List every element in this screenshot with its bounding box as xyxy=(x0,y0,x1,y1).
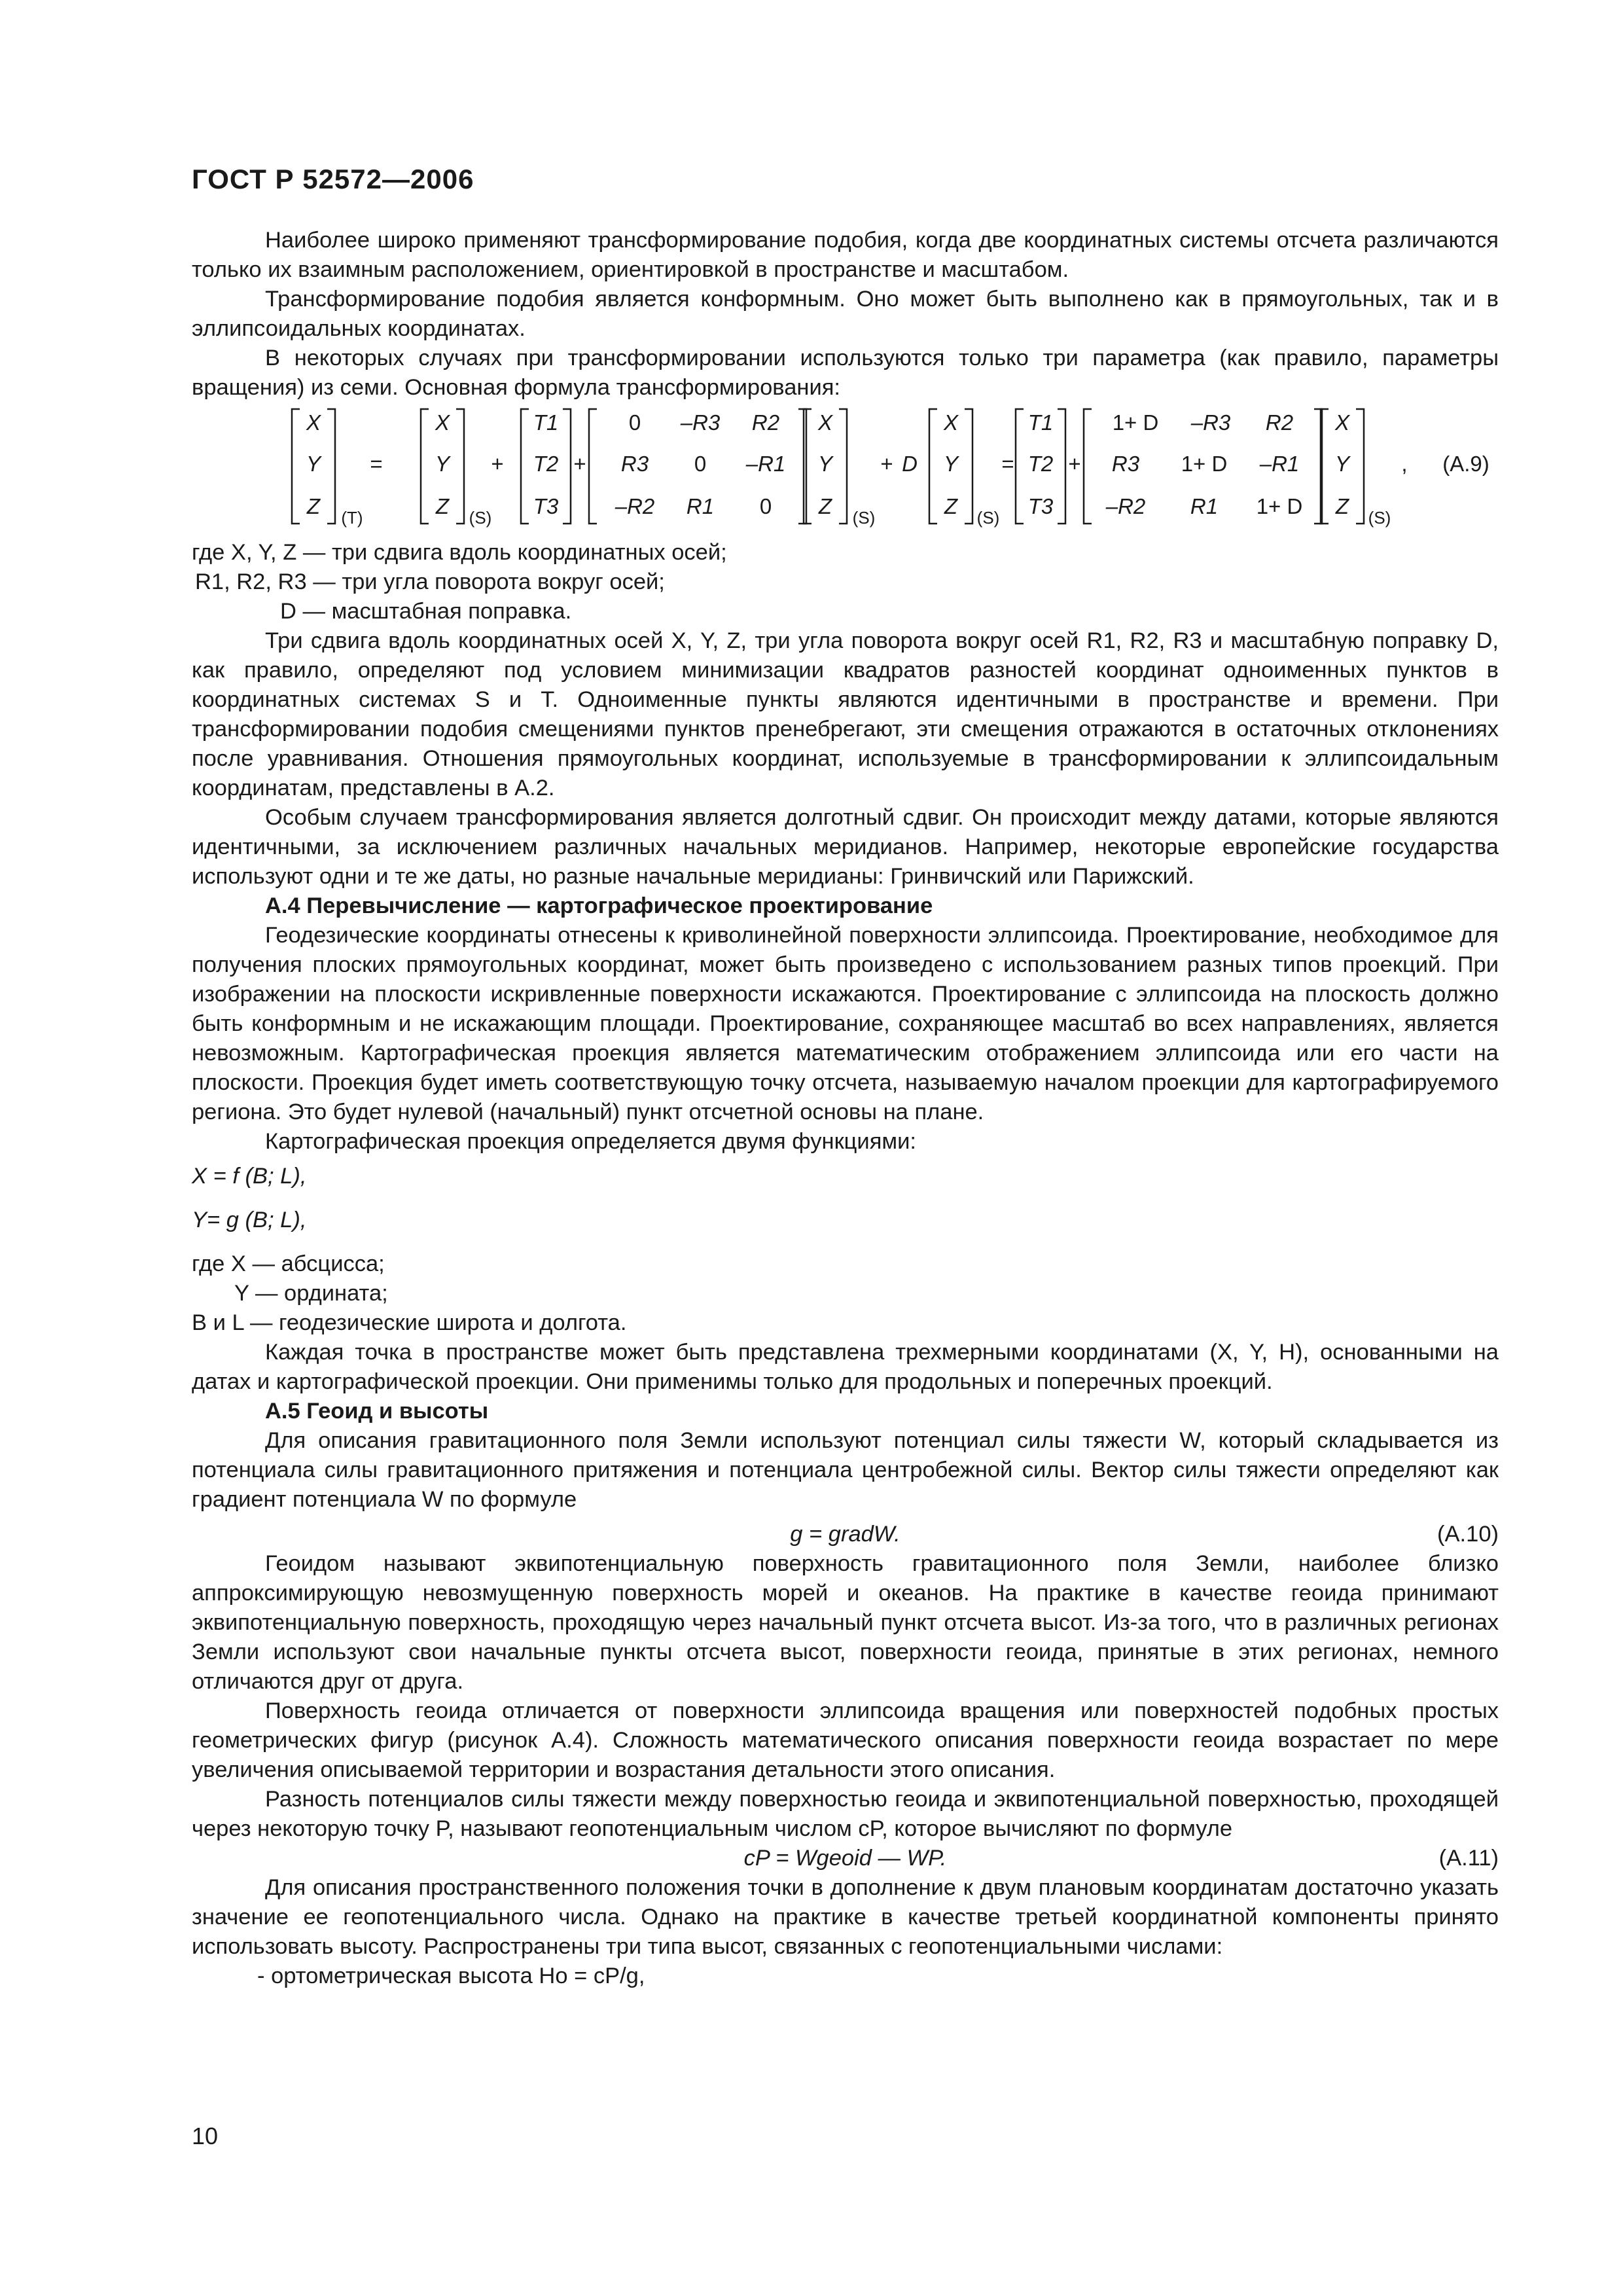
paragraph-2: Трансформирование подобия является конформным. Оно может быть выполнено как в прямоугольных, так и в эллипсоидальных координатах. xyxy=(192,287,1499,341)
eq-plus-3: + xyxy=(880,452,893,476)
equation-a10-number: (А.10) xyxy=(1437,1522,1499,1547)
eq-rot-31: –R2 xyxy=(615,494,655,518)
eq-rotd-33: 1+ D xyxy=(1256,494,1303,518)
function-y: Y= g (B; L), xyxy=(192,1208,307,1232)
eq-rotd-13: R2 xyxy=(1265,410,1294,435)
function-x: X = f (B; L), xyxy=(192,1164,307,1189)
document-header: ГОСТ Р 52572—2006 xyxy=(192,164,474,194)
paragraph-3: В некоторых случаях при трансформировании используются только три параметра (как правило, параметры вращения) из семи. Основная формула трансформирования: xyxy=(192,346,1499,400)
paragraph-1: Наиболее широко применяют трансформирование подобия, когда две координатных системы отсчета различаются только их взаимным расположением, ориентировкой в пространстве и масштабом. xyxy=(192,228,1499,282)
paragraph-13: Для описания пространственного положения точки в дополнение к двум плановым координатам достаточно указать значение ее геопотенциального числа. Однако на практике в качестве третьей координатной компоненты принято использовать высоту. Распространены три типа высот, связанных с геопотенциальными числами: xyxy=(192,1875,1499,1959)
eq-rot-13: R2 xyxy=(751,410,780,435)
eq-t3: T3 xyxy=(533,494,559,518)
eq-rotd-23: –R1 xyxy=(1259,452,1300,476)
eq-rot-22: 0 xyxy=(694,452,707,476)
where2-line1: где X — абсцисса; xyxy=(192,1251,385,1276)
eq-vec3-y: Y xyxy=(817,452,833,476)
paragraph-10: Геоидом называют эквипотенциальную поверхность гравитационного поля Земли, наиболее близко аппроксимирующую невозмущенную поверхность морей и океанов. На практике в качестве геоида принимают эквипотенциальную поверхность, проходящую через начальный пункт отсчета высот. Из-за того, что в различных регионах Земли используют свои начальные пункты отсчета высот, поверхности геоида, принятые в этих регионах, немного отличаются друг от друга. xyxy=(192,1551,1499,1694)
eq-vec5-z: Z xyxy=(1335,494,1349,518)
eq-vec1-y: Y xyxy=(306,452,321,476)
eq-t2: T2 xyxy=(533,452,559,476)
equation-a10-formula: g = gradW. xyxy=(790,1522,901,1547)
page-number: 10 xyxy=(192,2123,219,2149)
eq-vec1-x: X xyxy=(306,410,321,435)
eq-sub-s-1: (S) xyxy=(469,508,492,528)
where1-line3: D — масштабная поправка. xyxy=(280,599,572,624)
eq-vec4-y: Y xyxy=(943,452,959,476)
eq-rot-11: 0 xyxy=(628,410,641,435)
eq-sub-s-3: (S) xyxy=(976,508,1000,528)
equation-a11-number: (А.11) xyxy=(1438,1846,1499,1871)
eq-sub-t: (T) xyxy=(341,508,363,528)
list-item-orthometric: - ортометрическая высота Ho = cP/g, xyxy=(257,1964,645,1988)
eq-plus-4: + xyxy=(1068,452,1081,476)
eq-d: D xyxy=(902,452,918,476)
paragraph-7: Картографическая проекция определяется двумя функциями: xyxy=(265,1129,916,1154)
eq-t1-b: T1 xyxy=(1027,410,1054,435)
eq-vec5-x: X xyxy=(1334,410,1350,435)
eq-vec2-x: X xyxy=(435,410,450,435)
eq-plus-2: + xyxy=(573,452,586,476)
where1-line1: где X, Y, Z — три сдвига вдоль координатных осей; xyxy=(192,540,727,565)
paragraph-12: Разность потенциалов силы тяжести между поверхностью геоида и эквипотенциальной поверхностью, проходящей через некоторую точку P, называют геопотенциальным числом cP, которое вычисляют по формуле xyxy=(192,1787,1499,1841)
where2-line2: Y — ордината; xyxy=(234,1281,388,1306)
eq-vec2-z: Z xyxy=(435,494,450,518)
eq-rot-33: 0 xyxy=(759,494,772,518)
paragraph-6: Геодезические координаты отнесены к криволинейной поверхности эллипсоида. Проектирование, необходимое для получения плоских прямоугольных координат, может быть произведено с использованием разных типов проекций. При изображении на плоскости искривленные поверхности искажаются. Проектирование с эллипсоида на плоскость должно быть конформным и не искажающим площади. Проектирование, сохраняющее масштаб во всех направлениях, является невозможным. Картографическая проекция является математическим отображением эллипсоида или его части на плоскости. Проекция будет иметь соответствующую точку отсчета, называемую началом проекции для картографируемого региона. Это будет нулевой (начальный) пункт отсчетной основы на плане. xyxy=(192,923,1499,1124)
paragraph-5: Особым случаем трансформирования является долготный сдвиг. Он происходит между датами, которые являются идентичными, за исключением различных начальных меридианов. Например, некоторые европейские государства используют одни и те же даты, но разные начальные меридианы: Гринвичский или Парижский. xyxy=(192,805,1499,889)
eq-comma: , xyxy=(1401,452,1408,476)
eq-rot-21: R3 xyxy=(620,452,649,476)
eq-vec1-z: Z xyxy=(306,494,321,518)
main-text xyxy=(192,538,1499,1991)
section-a5-heading: А.5 Геоид и высоты xyxy=(265,1399,489,1424)
eq-rotd-12: –R3 xyxy=(1190,410,1231,435)
eq-equals-1: = xyxy=(370,452,383,476)
eq-rot-23: –R1 xyxy=(745,452,786,476)
eq-t3-b: T3 xyxy=(1027,494,1054,518)
eq-plus-1: + xyxy=(491,452,504,476)
eq-vec5-y: Y xyxy=(1334,452,1350,476)
where2-line3: B и L — геодезические широта и долгота. xyxy=(192,1310,627,1335)
eq-vec4-x: X xyxy=(943,410,959,435)
eq-sub-s-4: (S) xyxy=(1368,508,1391,528)
where1-line2: R1, R2, R3 — три угла поворота вокруг осей; xyxy=(195,569,665,594)
eq-equals-2: = xyxy=(1001,452,1014,476)
equation-a11 xyxy=(192,1844,1499,1873)
eq-t2-b: T2 xyxy=(1027,452,1054,476)
eq-rot-12: –R3 xyxy=(680,410,721,435)
section-a4-heading: А.4 Перевычисление — картографическое проектирование xyxy=(265,893,933,918)
eq-sub-s-2: (S) xyxy=(852,508,876,528)
eq-rotd-31: –R2 xyxy=(1105,494,1146,518)
eq-a9-number: (А.9) xyxy=(1442,452,1489,476)
eq-vec3-z: Z xyxy=(818,494,832,518)
paragraph-9: Для описания гравитационного поля Земли используют потенциал силы тяжести W, который складывается из потенциала силы гравитационного притяжения и потенциала центробежной силы. Вектор силы тяжести определяют как градиент потенциала W по формуле xyxy=(192,1428,1499,1512)
eq-vec4-z: Z xyxy=(944,494,958,518)
eq-rot-32: R1 xyxy=(686,494,715,518)
eq-t1: T1 xyxy=(533,410,559,435)
eq-rotd-32: R1 xyxy=(1190,494,1219,518)
paragraph-11: Поверхность геоида отличается от поверхности эллипсоида вращения или поверхностей подобных простых геометрических фигур (рисунок А.4). Сложность математического описания поверхности геоида возрастает по мере увеличения описываемой территории и возрастания детальности этого описания. xyxy=(192,1698,1499,1782)
intro-text xyxy=(192,226,1499,403)
paragraph-8: Каждая точка в пространстве может быть представлена трехмерными координатами (X, Y, H), основанными на датах и картографической проекции. Они применимы только для продольных и поперечных проекций. xyxy=(192,1340,1499,1394)
eq-vec2-y: Y xyxy=(435,452,450,476)
eq-rotd-22: 1+ D xyxy=(1181,452,1228,476)
equation-a9 xyxy=(288,403,1499,540)
equation-a10 xyxy=(192,1520,1499,1549)
eq-rotd-21: R3 xyxy=(1111,452,1140,476)
eq-vec3-x: X xyxy=(817,410,833,435)
paragraph-4: Три сдвига вдоль координатных осей X, Y, Z, три угла поворота вокруг осей R1, R2, R3 и масштабную поправку D, как правило, определяют под условием минимизации квадратов разностей координат одноименных пунктов в координатных системах S и T. Одноименные пункты являются идентичными в пространстве и времени. При трансформировании подобия смещениями пунктов пренебрегают, эти смещения отражаются в остаточных отклонениях после уравнивания. Отношения прямоугольных координат, используемые в трансформировании к эллипсоидальным координатам, представлены в А.2. xyxy=(192,628,1499,800)
equation-a11-formula: cP = Wgeoid — WP. xyxy=(743,1846,947,1871)
eq-rotd-11: 1+ D xyxy=(1112,410,1159,435)
